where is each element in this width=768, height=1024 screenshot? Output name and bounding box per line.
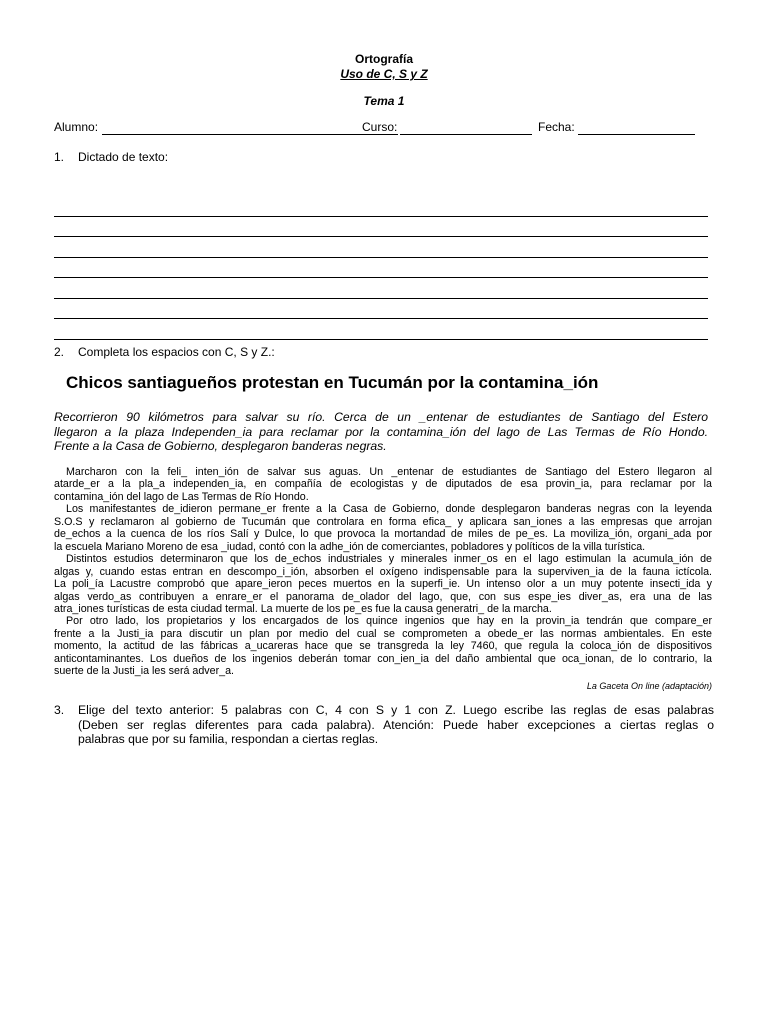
body-line: Distintos estudios determinaron que los de_echos industriales y minerales inmer_os en el lago estimulan la acumula_ión de bbox=[66, 553, 712, 566]
fecha-blank-line[interactable] bbox=[578, 134, 695, 135]
body-line: atra_iones turísticas de esta ciudad termal. La muerte de los pe_es fue la causa generatri_ de la marcha. bbox=[54, 602, 552, 615]
dictation-line[interactable] bbox=[54, 299, 708, 320]
article-headline: Chicos santiagueños protestan en Tucumán por la contamina_ión bbox=[66, 373, 599, 392]
body-line: atarde_er a la pla_a independen_ia, en compañía de ecologistas y de diputados de esa provin_ia, para reclamar por la bbox=[54, 478, 712, 491]
body-line: Los manifestantes de_idieron permane_er frente a la Casa de Gobierno, donde desplegaron banderas negras con la leyenda bbox=[66, 503, 712, 516]
lead-line: llegaron a la plaza Independen_ia para reclamar por la contamina_ión del lago de Las Termas de Río Hondo. bbox=[54, 424, 708, 439]
question-3-line: palabras que por su familia, respondan a ciertas reglas. bbox=[78, 732, 379, 747]
fecha-label: Fecha: bbox=[538, 120, 575, 134]
body-line: La poli_ía Lacustre comprobó que apare_ieron peces muertos en la superfi_ie. Un intenso olor a un muy potente insecti_ida y bbox=[54, 578, 712, 591]
body-line: Marcharon con la feli_ inten_ión de salvar sus aguas. Un _entenar de estudiantes de Santiago del Estero llegaron al bbox=[66, 466, 712, 478]
dictation-line[interactable] bbox=[54, 196, 708, 217]
dictation-lines[interactable] bbox=[54, 196, 708, 340]
question-3-text bbox=[78, 703, 714, 747]
lead-line: Recorrieron 90 kilómetros para salvar su río. Cerca de un _entenar de estudiantes de Santiago del Estero bbox=[54, 410, 708, 424]
question-1-number: 1. bbox=[54, 150, 65, 164]
body-line: Por otro lado, los propietarios y los encargados de los quince ingenios que hay en la provin_ia tendrán que compare_er bbox=[66, 615, 712, 628]
body-line: anticontaminantes. Los dueños de los ingenios deberán tomar con_ien_ia del daño ambiental que oca_ionan, de lo contrario, la bbox=[54, 652, 712, 665]
question-1-text: Dictado de texto: bbox=[78, 150, 169, 164]
curso-blank-line[interactable] bbox=[400, 134, 532, 135]
document-title: Ortografía bbox=[354, 52, 413, 66]
alumno-label: Alumno: bbox=[54, 120, 99, 134]
body-line: S.O.S y reclamaron al gobierno de Tucumán que controlara en forma efica_ y aplicara san_iones a las empresas que arrojan bbox=[54, 515, 712, 528]
question-3-line: Elige del texto anterior: 5 palabras con C, 4 con S y 1 con Z. Luego escribe las reglas de esas palabras bbox=[78, 703, 714, 717]
question-2-text: Completa los espacios con C, S y Z.: bbox=[78, 345, 275, 359]
body-line: contamina_ión del lago de Las Termas de Río Hondo. bbox=[54, 490, 309, 503]
body-line: suerte de la Justi_ia les será adver_a. bbox=[54, 665, 235, 678]
body-line: frente a la Justi_ia para discutir un plan por medio del cual se comprometen a obede_er las normas ambientales. En este bbox=[54, 627, 712, 640]
body-line: de_echos a la cuenca de los ríos Salí y Dulce, lo que provoca la mortandad de miles de pe_es. La moviliza_ión, organi_ada por bbox=[54, 528, 712, 541]
document-subtitle: Uso de C, S y Z bbox=[340, 67, 428, 81]
dictation-line[interactable] bbox=[54, 217, 708, 238]
dictation-line[interactable] bbox=[54, 237, 708, 258]
dictation-line[interactable] bbox=[54, 258, 708, 279]
body-line: la escuela Mariano Moreno de esa _iudad, contó con la adhe_ión de comerciantes, pobladores y políticos de la villa turística. bbox=[54, 540, 646, 553]
article-lead bbox=[54, 410, 708, 454]
body-line: algas y, cuando estas entran en descompo_i_ión, absorben el oxígeno indispensable para la superviven_ia de la fauna ictícola. bbox=[54, 565, 712, 578]
alumno-blank-line[interactable] bbox=[102, 134, 398, 135]
tema-heading: Tema 1 bbox=[363, 94, 405, 108]
dictation-line[interactable] bbox=[54, 278, 708, 299]
article-body bbox=[54, 466, 712, 678]
body-line: algas verdo_as contribuyen a enrare_er el panorama de_olador del lago, que, con sus espe_ies diver_as, era una de las bbox=[54, 590, 712, 603]
student-info-row bbox=[54, 120, 696, 136]
article-source: La Gaceta On line (adaptación) bbox=[586, 681, 712, 691]
curso-label: Curso: bbox=[362, 120, 398, 134]
lead-line: Frente a la Casa de Gobierno, desplegaron banderas negras. bbox=[54, 439, 387, 454]
question-3-line: (Deben ser reglas diferentes para cada palabra). Atención: Puede haber excepciones a ciertas reglas o bbox=[78, 717, 714, 732]
question-2-number: 2. bbox=[54, 345, 65, 359]
dictation-line[interactable] bbox=[54, 319, 708, 340]
body-line: momento, la actitud de las fábricas a_ucareras hace que se transgreda la ley 7460, que regula la coloca_ión de dispositivos bbox=[54, 640, 712, 653]
question-3-number: 3. bbox=[54, 703, 65, 717]
